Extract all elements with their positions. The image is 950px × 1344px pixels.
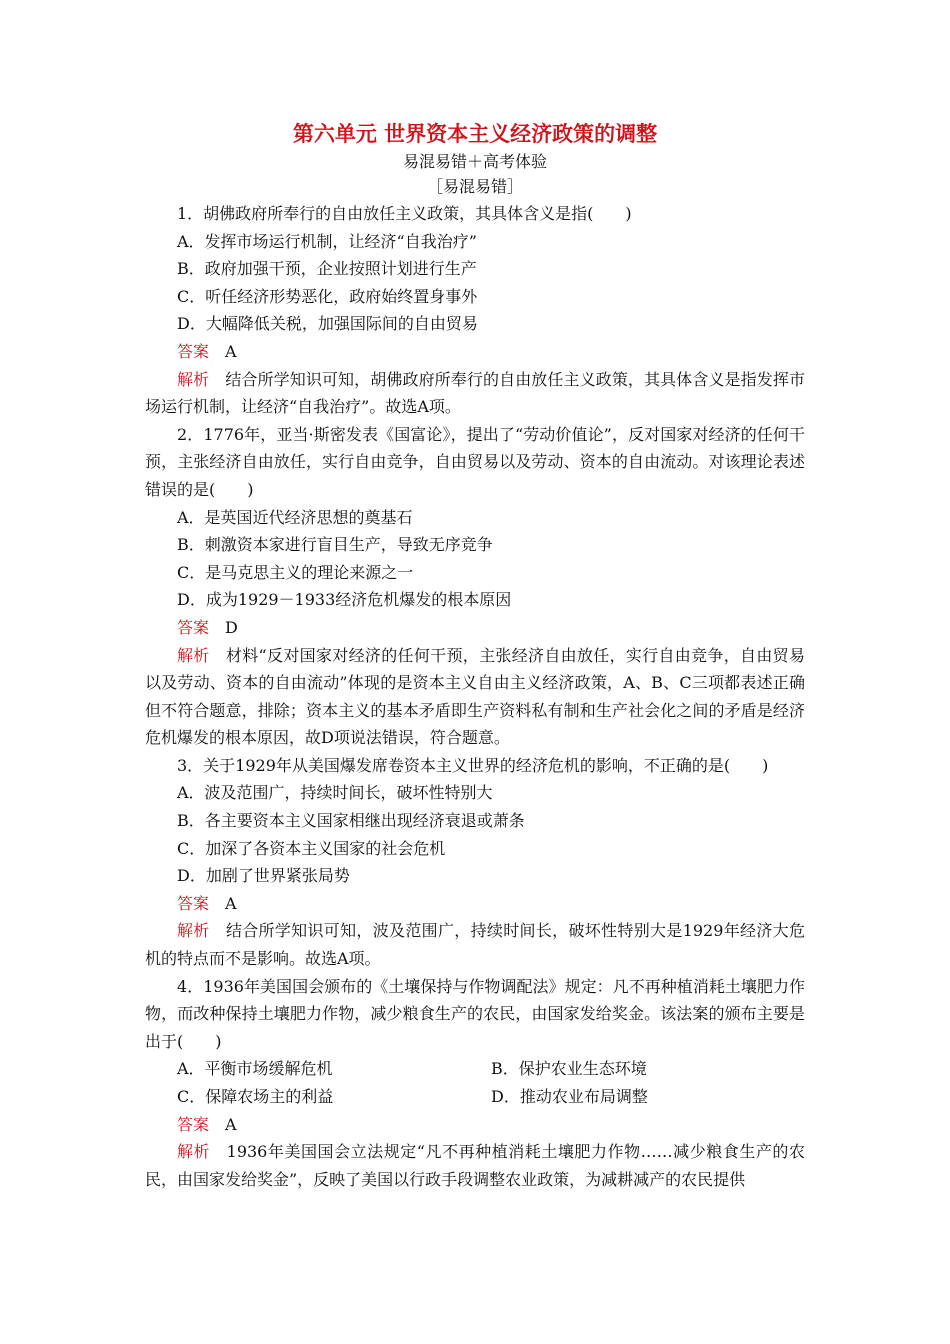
question-1-option-d: D．大幅降低关税，加强国际间的自由贸易 — [177, 314, 478, 334]
question-3-answer — [145, 890, 805, 918]
question-4-answer — [145, 1111, 805, 1139]
answer-label: 答案 — [177, 1114, 210, 1134]
question-2-answer — [145, 614, 805, 642]
question-2-analysis — [145, 642, 805, 752]
analysis-label: 解析 — [177, 1142, 211, 1162]
question-4-option-a: A．平衡市场缓解危机 — [177, 1059, 333, 1079]
question-3-option-a: A．波及范围广，持续时间长，破坏性特别大 — [177, 783, 493, 803]
question-2-option-c: C．是马克思主义的理论来源之一 — [177, 562, 414, 582]
analysis-text: 1936年美国国会立法规定“凡不再种植消耗土壤肥力作物……减少粮食生产的农民，由国家发给奖金”，反映了美国以行政手段调整农业政策，为减耕减产的农民提供 — [145, 1142, 805, 1189]
document-content — [145, 118, 805, 1193]
answer-value: A — [225, 1114, 237, 1134]
answer-value: A — [225, 893, 237, 913]
question-1-option-b: B．政府加强干预，企业按照计划进行生产 — [177, 259, 477, 279]
analysis-label: 解析 — [177, 921, 210, 941]
question-1-stem: 1．胡佛政府所奉行的自由放任主义政策，其具体含义是指( ) — [177, 204, 632, 223]
answer-label: 答案 — [177, 341, 210, 361]
question-3-option-c: C．加深了各资本主义国家的社会危机 — [177, 838, 446, 858]
section-heading: ［易混易错］ — [426, 177, 523, 196]
question-2-option-b: B．刺激资本家进行盲目生产，导致无序竞争 — [177, 535, 493, 555]
question-4-option-d: D．推动农业布局调整 — [491, 1087, 648, 1106]
question-3-stem: 3．关于1929年从美国爆发席卷资本主义世界的经济危机的影响，不正确的是( ) — [177, 755, 769, 775]
answer-value: D — [225, 617, 238, 637]
question-1-analysis — [145, 366, 805, 421]
question-2-stem: 2．1776年，亚当·斯密发表《国富论》，提出了“劳动价值论”，反对国家对经济的任何干预，主张经济自由放任，实行自由竞争，自由贸易以及劳动、资本的自由流动。对该理论表述错误的是( ) — [145, 424, 805, 499]
analysis-text: 结合所学知识可知，波及范围广，持续时间长，破坏性特别大是1929年经济大危机的特点而不是影响。故选A项。 — [145, 921, 805, 969]
question-2-option-a: A．是英国近代经济思想的奠基石 — [177, 507, 413, 527]
answer-label: 答案 — [177, 617, 210, 637]
question-4-options-row-2 — [145, 1083, 805, 1111]
question-4-option-b: B．保护农业生态环境 — [491, 1059, 647, 1079]
question-4-analysis — [145, 1138, 805, 1193]
question-2-option-d: D．成为1929－1933经济危机爆发的根本原因 — [177, 590, 512, 610]
question-3-option-d: D．加剧了世界紧张局势 — [177, 866, 350, 886]
answer-value: A — [225, 341, 237, 361]
question-3-analysis — [145, 917, 805, 972]
question-4-stem: 4．1936年美国国会颁布的《土壤保持与作物调配法》规定：凡不再种植消耗土壤肥力作物，而改种保持土壤肥力作物，减少粮食生产的农民，由国家发给奖金。该法案的颁布主要是出于( ) — [145, 976, 805, 1051]
analysis-label: 解析 — [177, 369, 210, 389]
subtitle: 易混易错＋高考体验 — [402, 152, 547, 171]
question-1-answer — [145, 338, 805, 366]
question-3-option-b: B．各主要资本主义国家相继出现经济衰退或萧条 — [177, 811, 525, 831]
question-4-option-c: C．保障农场主的利益 — [177, 1087, 334, 1106]
analysis-text: 结合所学知识可知，胡佛政府所奉行的自由放任主义政策，其具体含义是指发挥市场运行机制，让经济“自我治疗”。故选A项。 — [145, 369, 805, 417]
page-title: 第六单元 世界资本主义经济政策的调整 — [292, 122, 658, 146]
question-1-option-c: C．听任经济形势恶化，政府始终置身事外 — [177, 286, 478, 306]
question-1-option-a: A．发挥市场运行机制，让经济“自我治疗” — [177, 231, 477, 251]
question-4-options-row-1 — [145, 1055, 805, 1083]
answer-label: 答案 — [177, 893, 210, 913]
analysis-label: 解析 — [177, 645, 210, 665]
analysis-text: 材料“反对国家对经济的任何干预，主张经济自由放任，实行自由竞争，自由贸易以及劳动、资本的自由流动”体现的是资本主义自由主义经济政策，A、B、C三项都表述正确但不符合题意，排除；资本主义的基本矛盾即生产资料私有制和生产社会化之间的矛盾是经济危机爆发的根本原因，故D项说法错误，符合题意。 — [145, 645, 805, 748]
